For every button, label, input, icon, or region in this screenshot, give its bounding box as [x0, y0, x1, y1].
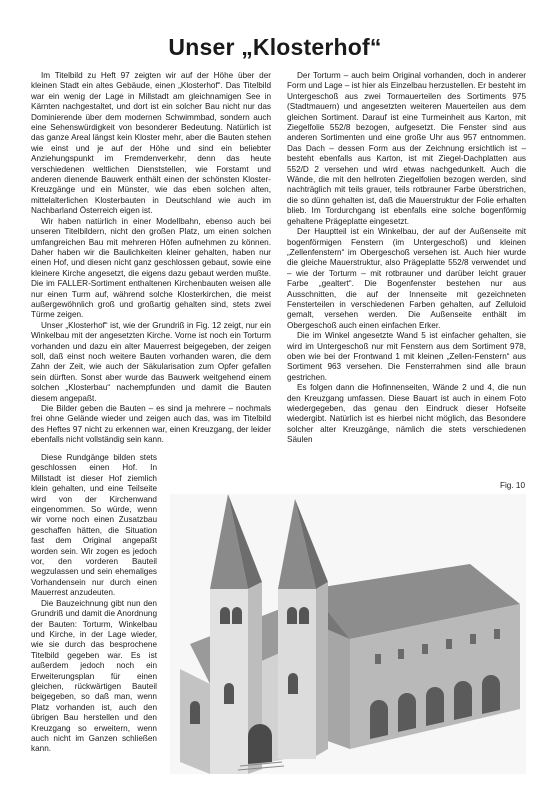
figure-label: Fig. 10: [499, 481, 525, 490]
body-paragraph: Der Torturm – auch beim Original vorhanden, doch in anderer Form und Lage – ist hier als Einzelbau herzustellen. Er besteht im Untergeschoß aus zwei Tormauerteilen des Sortiments 975 (Stadtmauern) und angesetzten weiteren Mauerteilen aus dem gleichen Sortiment. Darauf ist eine Turmeinheit aus Karton, mit Ziegelfolie 552/8 bezogen, aufgesetzt. Die Fenster sind aus anderen Sortimenten und eine große Uhr aus 957 entnommen. Das Dach – dessen Form aus der Zeichnung ersichtlich ist – besteht ebenfalls aus Karton, ist mit Ziegel-Dachplatten aus 552/D 2 versehen und wird etwas nachgedunkelt. Auch die Wände, die mit den hellroten Ziegelfolien bezogen werden, sind nachträglich mit teils grauer, teils rotbrauner Farbe überstrichen, die so dünn gehalten ist, daß die Mauerstruktur der Folie erhalten blieb. Im Tordurchgang ist ebenfalls eine solche bogenförmig gehaltene Prägeplatte eingesetzt.: [287, 71, 526, 226]
body-paragraph: Der Hauptteil ist ein Winkelbau, der auf der Außenseite mit bogenförmigen Fenstern (im Untergeschoß) und kleinen „Zellenfenstern“ im Obergeschoß versehen ist. Auch hier wurde die gleiche Mauerstruktur, also Prägeplatte 552/8 verwendet und – wie der Torturm – mit rotbrauner und darüber leicht grauer Farbe „gealtert“. Die Bogenfenster bestehen nur aus Ausschnitten, die auf der Innenseite mit gezeichneten Fensterteilen in verschiedenen Farben gehalten, auf Zelluloid gemalt, versehen werden. Die Außenseite enthält im Obergeschoß auch einen einfachen Erker.: [287, 227, 526, 330]
church-model-illustration: [170, 494, 526, 774]
body-paragraph: Die Bauzeichnung gibt nun den Grundriß und damit die Anordnung der Bauten: Torturm, Winkelbau und Kirche, in der Lage wieder, wie sie durch das besprochene Titelbild gegeben war. Es ist außerdem jedoch noch ein Erweiterungsplan für einen gleichen, rückwärtigen Bauteil beigegeben, so daß man, wenn Platz vorhanden ist, auch den übrigen Bau herstellen und den Kreuzgang so erweitern, wenn auch nicht im Ganzen schließen kann.: [31, 598, 157, 754]
body-paragraph: Die im Winkel angesetzte Wand 5 ist einfacher gehalten, sie wird im Untergeschoß nur mit Fenstern aus dem Sortiment 978, oben wie bei der Frontwand 1 mit kleinen „Zellen-Fenstern“ aus Sortiment 963 versehen. Die Fensterrahmen sind alle braun gestrichen.: [287, 331, 526, 382]
body-paragraph: Diese Rundgänge bilden stets geschlossen einen Hof. In Millstadt ist dieser Hof ziemlich klein gehalten, und eine Teilseite wird von der Kirchenwand eingenommen. So würde, wenn wir vorne noch einen Zusatzbau geschaffen hätten, die Situation fast dem Original angepaßt worden sein. Wir zogen es jedoch vor, den vorderen Bauteil wegzulassen und sein ehemaliges Vorhandensein nur durch einen Mauerrest anzudeuten.: [31, 453, 157, 598]
body-paragraph: Im Titelbild zu Heft 97 zeigten wir auf der Höhe über der kleinen Stadt ein altes Gebäude, einen „Klosterhof“. Das Titelbild war ein wenig der Lage in Millstadt am gleichnamigen See in Kärnten nachgestaltet, und dort ist ein solcher Bau nicht nur das Dominierende über dem modernen Schwimmbad, sondern auch eine Sehenswürdigkeit von besonderer Bedeutung. Natürlich ist das ganze Areal längst kein Kloster mehr, aber die Bauten stehen wie einst und je auf der Höhe und sind ein beliebter Anziehungspunkt im Fremdenverkehr, denn das heute verschiedenen weltlichen Dienststellen, wie Forstamt und anderen dienende Bauwerk enthält einen der schönsten Kloster-Kreuzgänge und ein Münster, wie das eben solchen alten, mittelalterlichen Klosterbauten in Deutschland wie auch im Nachbarland Österreich eigen ist.: [31, 71, 271, 216]
body-paragraph: Es folgen dann die Hofinnenseiten, Wände 2 und 4, die nun den Kreuzgang umfassen. Diese Bauart ist auch in einem Foto wiedergegeben, das genau den Eindruck dieser Hofseite wiedergibt. Natürlich ist es hierbei nicht möglich, das Besondere solcher alter Kreuzgänge, nämlich die stets verschiedenen Säulen: [287, 383, 526, 445]
left-narrow-column-text: [31, 453, 157, 755]
body-paragraph: Die Bilder geben die Bauten – es sind ja mehrere – nochmals frei ohne Gelände wieder und zeigen auch das, was im Titelbild des Heftes 97 nicht zu erkennen war, einen Kreuzgang, der leider ebenfalls nicht vollständig sein kann.: [31, 404, 271, 445]
left-column-text: [31, 71, 271, 446]
figure-photo: [170, 494, 526, 774]
page-title: Unser „Klosterhof“: [168, 34, 382, 60]
body-paragraph: Wir haben natürlich in einer Modellbahn, ebenso auch bei unseren Titelbildern, nicht den großen Platz, um einen solchen umfangreichen Bau mit mehreren Höfen aufnehmen zu können. Daher haben wir die Baulichkeiten kleiner gehalten, haben nur einen Hof, und diesen nicht ganz geschlossen gebaut, sowie eine kleinere Kirche angesetzt, die eigens dazu gebaut werden mußte. Die im FALLER-Sortiment enthaltenen Kirchenbauten weisen alle nur einen Turm auf, während solche Klosterkirchen, die meist außergewöhnlich groß und großartig gehalten sind, stets zwei Türme zeigen.: [31, 216, 271, 320]
body-paragraph: Unser „Klosterhof“ ist, wie der Grundriß in Fig. 12 zeigt, nur ein Winkelbau mit der angesetzten Kirche. Vorne ist noch ein Torturm vorhanden und dazu ein alter Mauerrest beigegeben, der zeigen soll, daß einst noch weitere Bauten vorhanden waren, die dem Zahn der Zeit, wie auch der Säkularisation zum Opfer gefallen sein dürften. Sonst aber wurde das Bauwerk weitgehend einem solchen „Klosterbau“ nachempfunden und damit die Bauten diesem angepaßt.: [31, 320, 271, 403]
right-column-text: [287, 71, 526, 446]
